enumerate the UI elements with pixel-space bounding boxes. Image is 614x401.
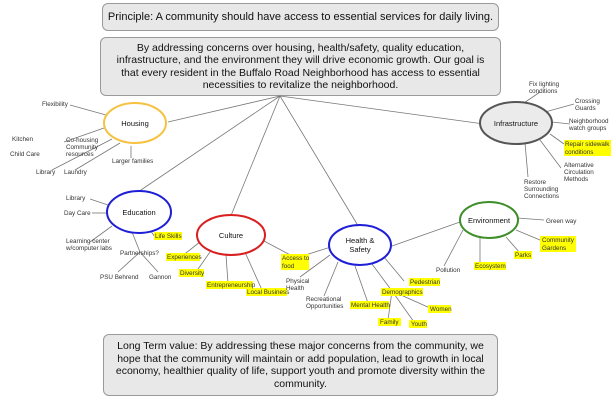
culture-label: Culture (218, 231, 244, 240)
label-cohousing-3: resources (66, 151, 94, 158)
goal-text: By addressing concerns over housing, health/safety, quality education, infrastructure, and the environment they will drive economic growth. Our goal is that every resident in the Buffalo Road Neighborhood has access to essential necessities to revitalize the neighborhood. (116, 41, 485, 91)
node-health-safety (329, 225, 391, 265)
label-alternative-1: Alternative (564, 162, 594, 169)
label-women: Women (430, 306, 452, 313)
environment-label: Environment (467, 216, 511, 225)
label-local-business: Local Business (247, 289, 290, 296)
label-access-food-1: Access to (282, 255, 310, 262)
label-ecosystem: Ecosystem (475, 263, 506, 270)
node-housing (104, 103, 166, 143)
label-restore-2: Surrounding (524, 186, 559, 193)
label-repair-2: conditions (565, 149, 594, 156)
label-cohousing-2: Community (66, 144, 98, 151)
label-crossing-1: Crossing (575, 98, 600, 105)
label-restore-1: Restore (524, 179, 547, 186)
label-diversity: Diversity (180, 270, 205, 277)
label-green-way: Green way (546, 218, 577, 225)
node-environment (460, 202, 518, 238)
label-laundry: Laundry (64, 169, 87, 176)
label-community-gardens-2: Gardens (542, 245, 567, 252)
label-community-gardens-1: Community (542, 237, 574, 244)
label-pedestrian: Pedestrian (410, 279, 441, 286)
label-pollution: Pollution (436, 267, 461, 274)
label-life-skills: Life Skills (155, 233, 182, 240)
label-entrepreneurship: Entrepreneurship (207, 282, 256, 289)
label-fix-lighting-2: conditions (529, 88, 558, 95)
infrastructure-label: Infrastructure (493, 119, 539, 128)
label-physical-2: Health (286, 285, 305, 292)
label-crossing-2: Guards (575, 105, 596, 112)
label-physical-1: Physical (286, 278, 310, 285)
label-parks: Parks (515, 252, 532, 259)
label-partnerships: Partnerships? (120, 250, 159, 257)
label-kitchen: Kitchen (12, 136, 34, 143)
label-experiences: Experiences (167, 254, 202, 261)
label-mental-health: Mental Health (351, 302, 390, 309)
label-fix-lighting-1: Fix lighting (529, 81, 560, 88)
label-demographics: Demographics (382, 289, 423, 296)
node-education (107, 191, 171, 233)
label-family: Family (380, 319, 399, 326)
long-term-text: Long Term value: By addressing these major concerns from the community, we hope that the community will maintain or add population, lead to growth in local economy, healthier quality of life, support youth and promote diversity within the community. (115, 340, 486, 390)
label-library-education: Library (66, 195, 86, 202)
label-gannon: Gannon (149, 274, 172, 281)
node-infrastructure (480, 102, 552, 144)
health-label-line1: Health & (345, 236, 375, 245)
label-cohousing-1: Co-housing (66, 137, 99, 144)
housing-label: Housing (121, 119, 149, 128)
label-day-care: Day Care (64, 210, 91, 217)
label-psu-behrend: PSU Behrend (100, 274, 139, 281)
label-larger-families: Larger families (112, 158, 154, 165)
label-flexibility: Flexibility (42, 101, 68, 108)
label-alternative-3: Methods (564, 176, 589, 183)
label-learning-1: Learning center (66, 238, 110, 245)
label-child-care: Child Care (10, 151, 40, 158)
label-learning-2: w/computer labs (66, 245, 112, 252)
label-neighborhood-1: Neighborhood (569, 118, 609, 125)
label-recreational-1: Recreational (306, 296, 342, 303)
label-recreational-2: Opportunities (306, 303, 344, 310)
label-restore-3: Connections (524, 193, 560, 200)
education-label: Education (122, 208, 156, 217)
principle-text: Principle: A community should have access to essential services for daily living. (107, 11, 494, 23)
label-access-food-2: food (282, 263, 295, 270)
label-library-housing: Library (36, 169, 56, 176)
label-neighborhood-2: watch groups (569, 125, 607, 132)
label-alternative-2: Circulation (564, 169, 594, 176)
node-culture (197, 215, 265, 255)
label-youth: Youth (411, 321, 427, 328)
health-label-line2: Safety (349, 245, 371, 254)
label-repair-1: Repair sidewalk (565, 141, 610, 148)
